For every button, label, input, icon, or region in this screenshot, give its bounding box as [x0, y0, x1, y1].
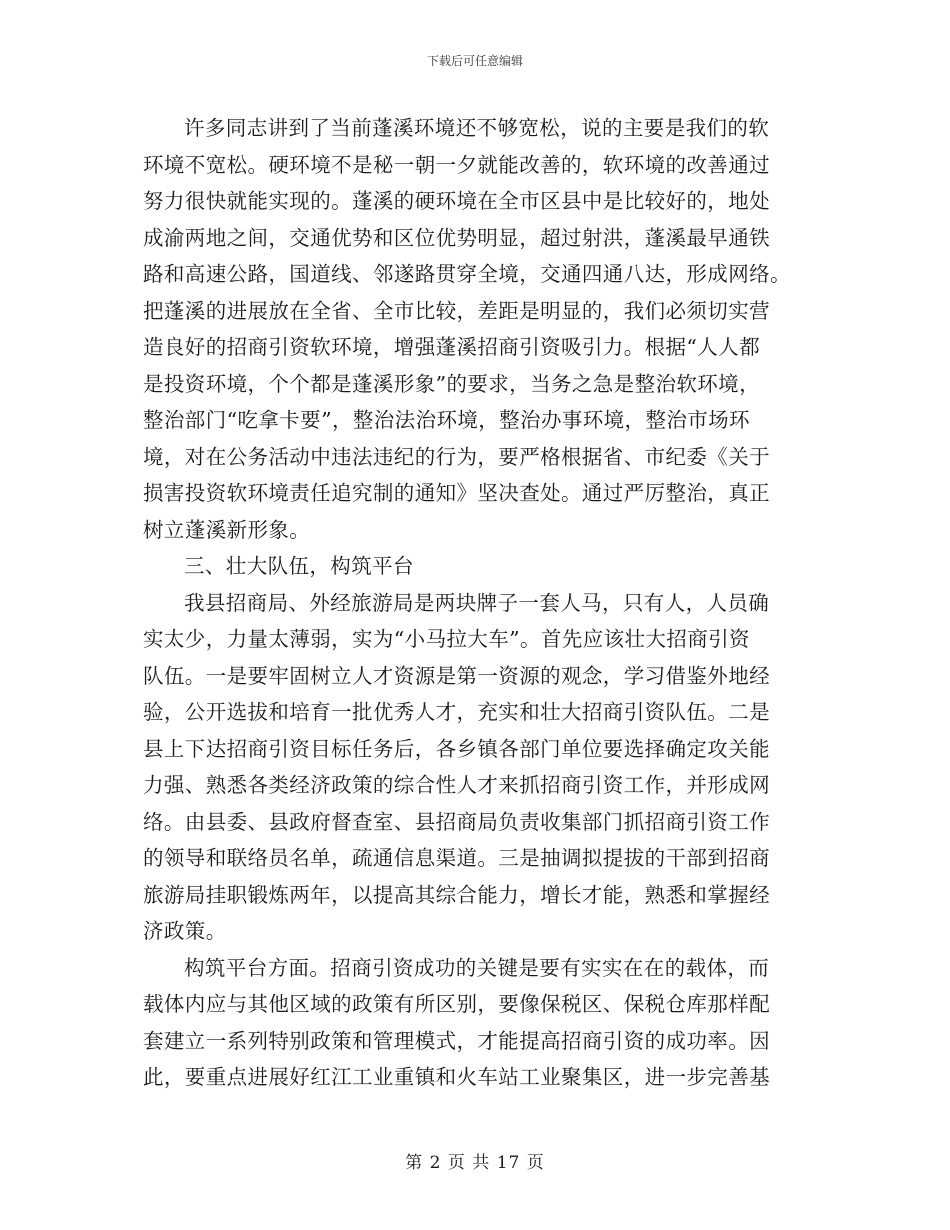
text-line: 树立蓬溪新形象。: [143, 517, 311, 542]
text-line: 县上下达招商引资目标任务后，各乡镇各部门单位要选择确定攻关能: [143, 736, 770, 761]
section-heading-text: 三、壮大队伍，构筑平台: [184, 554, 414, 578]
text-line: 努力很快就能实现的。蓬溪的硬环境在全市区县中是比较好的，地处: [143, 189, 770, 213]
text-line: 验，公开选拔和培育一批优秀人才，充实和壮大招商引资队伍。二是: [143, 700, 770, 724]
text-line: 路和高速公路，国道线、邻遂路贯穿全境，交通四通八达，形成网络。: [143, 262, 791, 286]
text-line: 载体内应与其他区域的政策有所区别，要像保税区、保税仓库那样配: [143, 992, 770, 1016]
text-line: 的领导和联络员名单，疏通信息渠道。三是抽调拟提拔的干部到招商: [143, 846, 770, 870]
text-line: 环境不宽松。硬环境不是秘一朝一夕就能改善的，软环境的改善通过: [143, 152, 770, 177]
section-heading: [143, 548, 803, 585]
text-line: 队伍。一是要牢固树立人才资源是第一资源的观念，学习借鉴外地经: [143, 663, 770, 688]
paragraph: [143, 950, 803, 1096]
text-line: 力强、熟悉各类经济政策的综合性人才来抓招商引资工作，并形成网: [143, 773, 770, 797]
text-line: 境，对在公务活动中违法违纪的行为，要严格根据省、市纪委《关于: [143, 444, 770, 469]
text-line: 整治部门“吃拿卡要”，整治法治环境，整治办事环境，整治市场环: [143, 408, 750, 432]
page-header: 下载后可任意编辑: [426, 54, 523, 68]
text-line: 络。由县委、县政府督查室、县招商局负责收集部门抓招商引资工作: [143, 809, 770, 834]
text-line: 是投资环境，个个都是蓬溪形象”的要求，当务之急是整治软环境，: [143, 371, 760, 396]
text-line: 济政策。: [143, 919, 227, 943]
paragraph: [143, 110, 803, 548]
paragraph: [143, 585, 803, 950]
text-line: 此，要重点进展好红江工业重镇和火车站工业聚集区，进一步完善基: [143, 1065, 770, 1089]
text-line: 许多同志讲到了当前蓬溪环境还不够宽松，说的主要是我们的软: [184, 116, 770, 140]
text-line: 实太少，力量太薄弱，实为“小马拉大车”。首先应该壮大招商引资: [143, 627, 750, 651]
text-line: 我县招商局、外经旅游局是两块牌子一套人马，只有人，人员确: [184, 590, 770, 615]
text-line: 套建立一系列特别政策和管理模式，才能提高招商引资的成功率。因: [143, 1028, 770, 1053]
text-line: 损害投资软环境责任追究制的通知》坚决查处。通过严厉整治，真正: [143, 481, 770, 505]
text-line: 成渝两地之间，交通优势和区位优势明显，超过射洪，蓬溪最早通铁: [143, 225, 770, 250]
page-number: 第 2 页 共 17 页: [405, 1153, 545, 1173]
text-line: 造良好的招商引资软环境，增强蓬溪招商引资吸引力。根据“人人都: [143, 335, 760, 359]
text-line: 旅游局挂职锻炼两年，以提高其综合能力，增长才能，熟悉和掌握经: [143, 882, 770, 907]
text-line: 把蓬溪的进展放在全省、全市比较，差距是明显的，我们必须切实营: [143, 298, 770, 323]
document-body: [143, 110, 803, 1096]
text-line: 构筑平台方面。招商引资成功的关键是要有实实在在的载体，而: [184, 955, 770, 980]
